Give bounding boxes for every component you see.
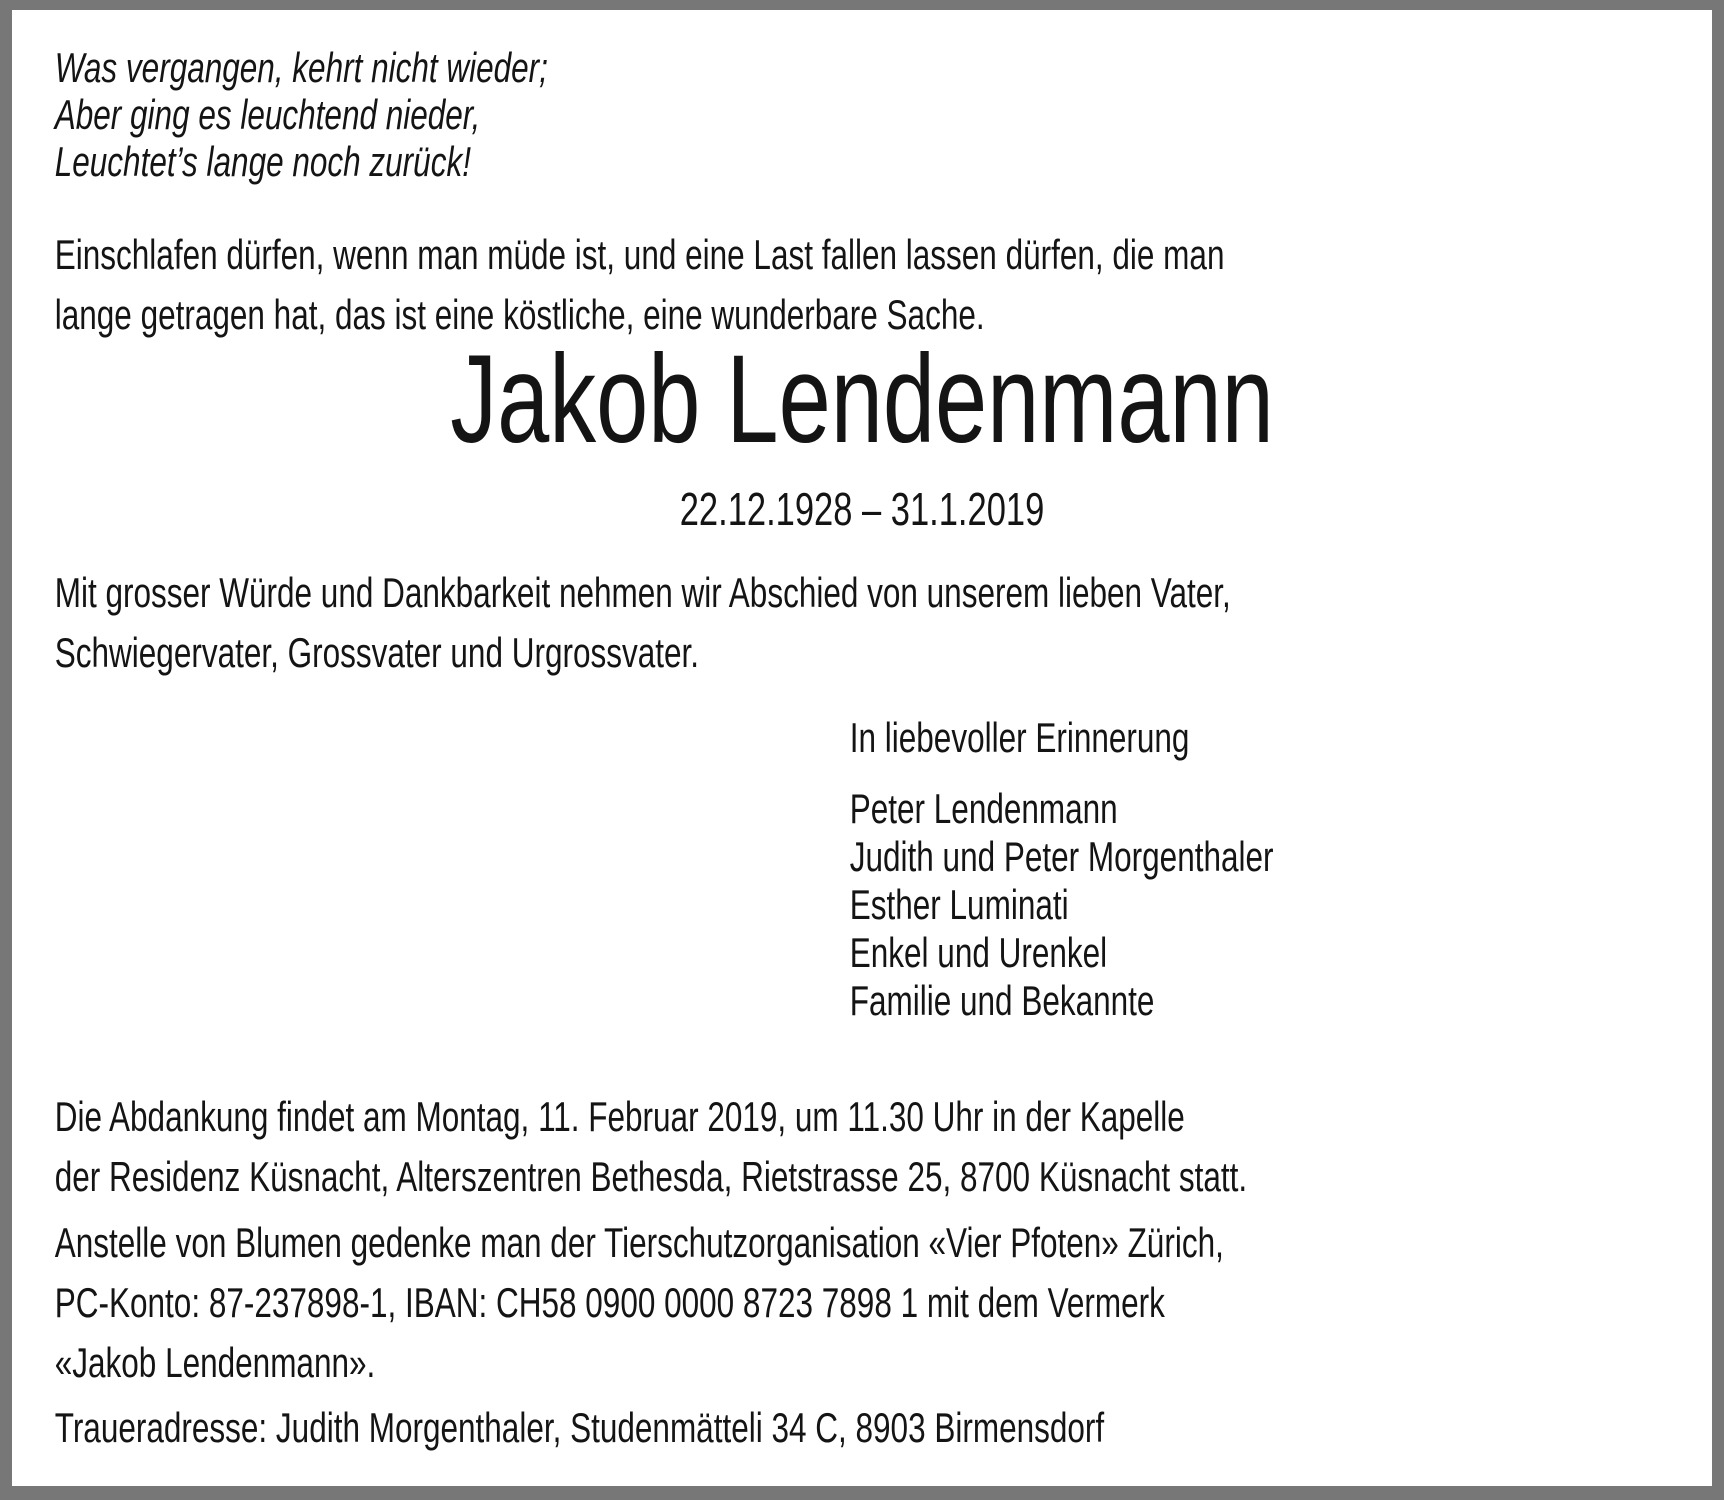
- farewell-line: Mit grosser Würde und Dankbarkeit nehmen wir Abschied von unserem lieben Vater,: [54, 569, 1231, 616]
- poem-verse: [55, 44, 1670, 185]
- remembrance-heading: In liebevoller Erinnerung: [849, 714, 1190, 761]
- poem-line: Aber ging es leuchtend nieder,: [54, 91, 481, 138]
- donation-paragraph: [55, 1213, 1670, 1393]
- life-dates: 22.12.1928 – 31.1.2019: [679, 483, 1045, 535]
- service-line: Die Abdankung findet am Montag, 11. Februar 2019, um 11.30 Uhr in der Kapelle: [54, 1093, 1185, 1140]
- donation-line: «Jakob Lendenmann».: [54, 1339, 376, 1386]
- mourning-address: Traueradresse: Judith Morgenthaler, Studenmätteli 34 C, 8903 Birmensdorf: [54, 1404, 1105, 1451]
- farewell-line: Schwiegervater, Grossvater und Urgrossvater.: [54, 629, 700, 676]
- service-line: der Residenz Küsnacht, Alterszentren Bethesda, Rietstrasse 25, 8700 Küsnacht statt.: [54, 1153, 1248, 1200]
- mourners-list: [850, 785, 1670, 1025]
- service-paragraph: [55, 1087, 1670, 1207]
- mourner-name: Enkel und Urenkel: [849, 929, 1108, 976]
- mourner-name: Familie und Bekannte: [849, 977, 1155, 1024]
- mourner-name: Judith und Peter Morgenthaler: [849, 833, 1274, 880]
- obituary-content: [12, 10, 1712, 1453]
- intro-line: Einschlafen dürfen, wenn man müde ist, und eine Last fallen lassen dürfen, die man: [54, 231, 1225, 278]
- donation-line: Anstelle von Blumen gedenke man der Tierschutzorganisation «Vier Pfoten» Zürich,: [54, 1219, 1224, 1266]
- mourner-name: Esther Luminati: [849, 881, 1069, 928]
- deceased-name: Jakob Lendenmann: [450, 330, 1274, 469]
- poem-line: Was vergangen, kehrt nicht wieder;: [54, 44, 548, 91]
- mourner-name: Peter Lendenmann: [849, 785, 1118, 832]
- farewell-paragraph: [55, 563, 1670, 683]
- obituary-page: [12, 10, 1712, 1486]
- intro-line: lange getragen hat, das ist eine köstliche, eine wunderbare Sache.: [54, 291, 985, 338]
- donation-line: PC-Konto: 87-237898-1, IBAN: CH58 0900 0000 8723 7898 1 mit dem Vermerk: [54, 1279, 1165, 1326]
- intro-paragraph: [55, 225, 1670, 345]
- poem-line: Leuchtet’s lange noch zurück!: [54, 138, 471, 185]
